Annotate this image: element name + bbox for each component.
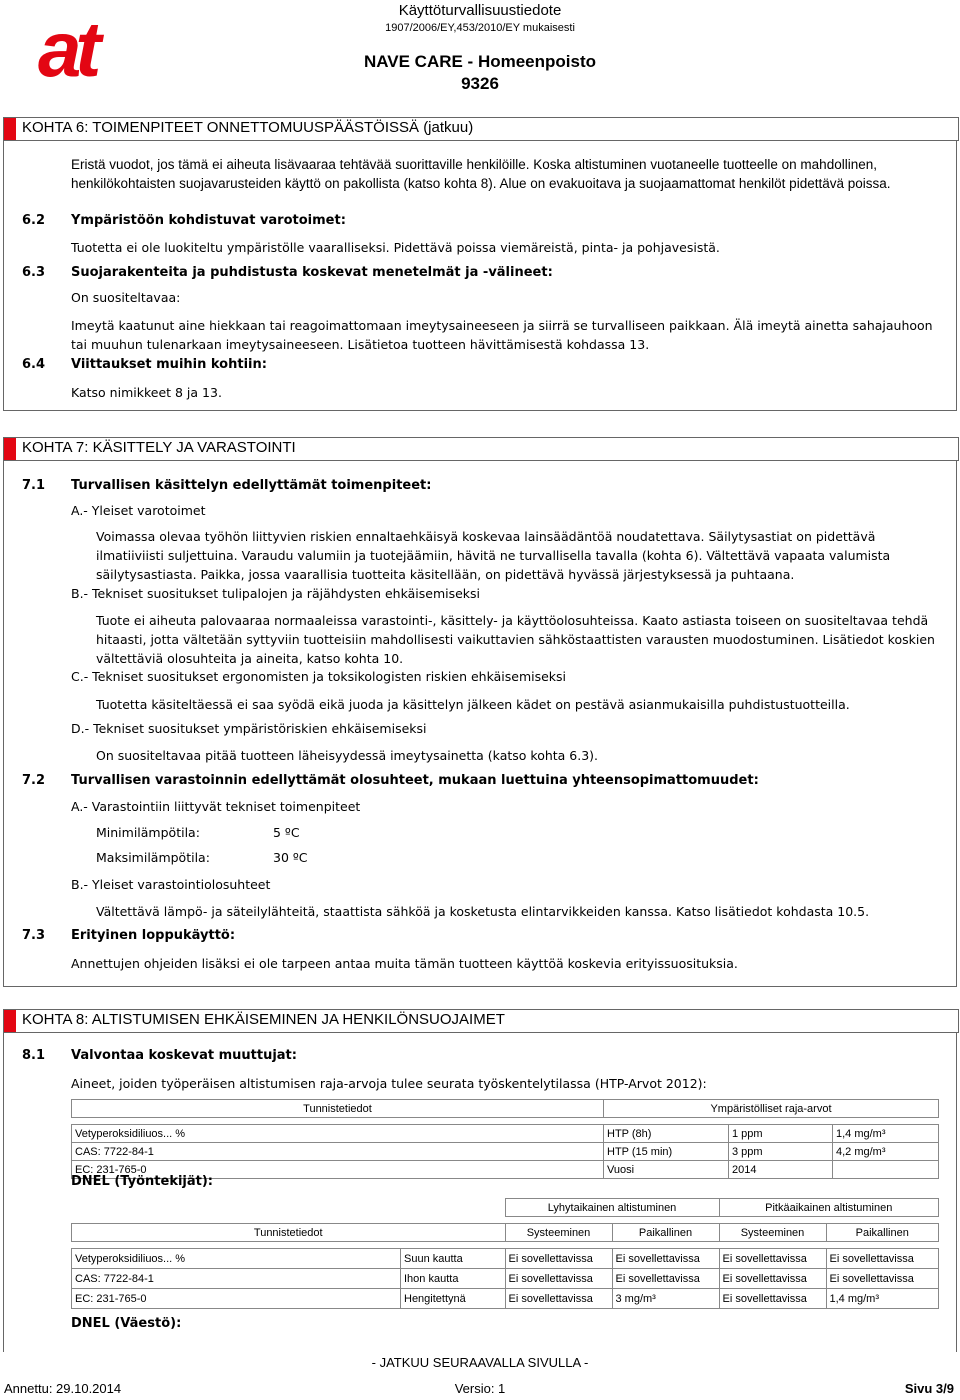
section-8-title: KOHTA 8: ALTISTUMISEN EHKÄISEMINEN JA HENKILÖNSUOJAIMET: [22, 1011, 505, 1028]
subsection-heading: Suojarakenteita ja puhdistusta koskevat menetelmät ja -välineet:: [71, 265, 553, 280]
paragraph: Tuote ei aiheuta palovaaraa normaaleissa varastointi-, käsittely- ja käyttöolosuhteissa. Kaato astiasta toiseen on suositeltavaa tehdä hitaasti, jotta vältetään syttyviin tuotteisiin mahdollisesti vaikuttavien sähköstaattisten varausten muodostuminen. Lisätiedot koskien vältettäviä olosuhteita ja aineita, katso kohta 10.: [96, 613, 935, 666]
limit-type: HTP (8h): [604, 1125, 729, 1143]
table-header: Paikallinen: [826, 1224, 939, 1242]
value-cell: Ei sovellettavissa: [719, 1249, 826, 1269]
right-border: [956, 140, 957, 410]
paragraph: Annettujen ohjeiden lisäksi ei ole tarpeen antaa muita tämän tuotteen käyttöä koskevia erityissuosituksia.: [71, 956, 738, 971]
table-row: [72, 1269, 939, 1289]
subheading: B.- Tekniset suositukset tulipalojen ja räjähdysten ehkäisemiseksi: [71, 586, 481, 601]
product-code: 9326: [461, 74, 499, 93]
identifier-cell: Vetyperoksidiliuos... %: [72, 1249, 401, 1269]
subheading: D.- Tekniset suositukset ympäristöriskien ehkäisemiseksi: [71, 721, 427, 736]
htp-limits-table: [71, 1099, 939, 1179]
paragraph: Voimassa olevaa työhön liittyvien riskien ennaltaehkäisyä koskevaa lainsäädäntöä noudatettava. Säilytysastiat on pidettävä ilmatiiviisti suljettuina. Varaudu valumiin ja tuotejäämiin, hävitä ne turvallisella tavalla (kohta 6). Vältettävä vapaata valumista säilytysastiasta. Paikka, jossa vaarallisia tuotteita käsitellään, on pidettävä hyvässä järjestyksessä ja puhtaana.: [96, 529, 891, 582]
subsection-number: 7.3: [22, 928, 46, 943]
document-title: Käyttöturvallisuustiedote: [398, 2, 562, 19]
regulation-reference: 1907/2006/EY,453/2010/EY mukaisesti: [385, 22, 575, 34]
value-cell: Ei sovellettavissa: [826, 1249, 939, 1269]
table-header: Systeeminen: [719, 1224, 826, 1242]
paragraph: Imeytä kaatunut aine hiekkaan tai reagoimattomaan imeytysaineeseen ja siirrä se turvalliseen paikkaan. Älä imeytä ainetta sahajauhoon tai muuhun tulenarkaan imeytysaineeseen. Lisätietoa tuotteen hävittämisestä kohdassa 13.: [71, 318, 933, 352]
continue-notice: - JATKUU SEURAAVALLA SIVULLA -: [371, 1355, 589, 1370]
subheading: On suositeltavaa:: [71, 290, 181, 305]
identifier-cell: Vetyperoksidiliuos... %: [72, 1125, 604, 1143]
page-number: Sivu 3/9: [904, 1381, 954, 1396]
paragraph: Aineet, joiden työperäisen altistumisen raja-arvoja tulee seurata työskentelytilassa (HTP-Arvot 2012):: [71, 1076, 707, 1091]
product-name: NAVE CARE - Homeenpoisto: [363, 52, 597, 71]
red-marker: [4, 118, 16, 140]
version: Versio: 1: [454, 1381, 506, 1396]
value-cell: Ei sovellettavissa: [719, 1269, 826, 1289]
section-divider: [3, 410, 957, 411]
limit-mg: 1,4 mg/m³: [833, 1125, 939, 1143]
issue-date: Annettu: 29.10.2014: [4, 1381, 122, 1396]
route-cell: Ihon kautta: [401, 1269, 506, 1289]
dnel-workers-title: DNEL (Työntekijät):: [71, 1174, 214, 1189]
section-6-intro: Eristä vuodot, jos tämä ei aiheuta lisävaaraa tehtävää suorittaville henkilöille. Koska altistuminen vuotaneelle tuotteelle on mahdollinen, henkilökohtaisten suojavarusteiden käyttö on pakollista (katso kohta 8). Alue on evakuoitava ja suojaamattomat henkilöt pidettävä poissa.: [71, 157, 891, 191]
identifier-cell: EC: 231-765-0: [72, 1289, 401, 1309]
red-marker: [4, 1010, 16, 1032]
subsection-heading: Erityinen loppukäyttö:: [71, 928, 236, 943]
table-header: Tunnistetiedot: [72, 1100, 604, 1118]
subsection-number: 6.4: [22, 357, 46, 372]
subsection-heading: Ympäristöön kohdistuvat varotoimet:: [71, 213, 346, 228]
subsection-number: 6.2: [22, 213, 46, 228]
section-6-title: KOHTA 6: TOIMENPITEET ONNETTOMUUSPÄÄSTÖISSÄ (jatkuu): [22, 119, 474, 136]
value-cell: 1,4 mg/m³: [826, 1289, 939, 1309]
left-border: [3, 140, 4, 410]
paragraph: Katso nimikkeet 8 ja 13.: [71, 385, 222, 400]
subsection-heading: Valvontaa koskevat muuttujat:: [71, 1048, 297, 1063]
subsection-number: 6.3: [22, 265, 46, 280]
subsection-heading: Viittaukset muihin kohtiin:: [71, 357, 267, 372]
table-row: [72, 1249, 939, 1269]
subsection-heading: Turvallisen varastoinnin edellyttämät olosuhteet, mukaan luettuina yhteensopimattomuudet:: [71, 773, 759, 788]
subsection-number: 7.2: [22, 773, 46, 788]
limit-ppm: 3 ppm: [729, 1143, 833, 1161]
limit-type: Vuosi: [604, 1161, 729, 1179]
value-cell: Ei sovellettavissa: [719, 1289, 826, 1309]
route-cell: Suun kautta: [401, 1249, 506, 1269]
paragraph: Tuotetta ei ole luokiteltu ympäristölle vaaralliseksi. Pidettävä poissa viemäreistä, pinta- ja pohjavesistä.: [71, 240, 720, 255]
dnel-population-title: DNEL (Väestö):: [71, 1316, 182, 1331]
table-header: Lyhytaikainen altistuminen: [505, 1199, 719, 1217]
subsection-number: 7.1: [22, 478, 46, 493]
min-temperature-label: Minimilämpötila:: [96, 825, 200, 840]
limit-ppm: 1 ppm: [729, 1125, 833, 1143]
company-logo: [38, 14, 150, 86]
max-temperature-value: 30 ºC: [273, 850, 308, 865]
table-header: Systeeminen: [505, 1224, 612, 1242]
max-temperature-label: Maksimilämpötila:: [96, 850, 210, 865]
paragraph: Vältettävä lämpö- ja säteilylähteitä, staattista sähköä ja kosketusta elintarvikkeiden kanssa. Katso lisätiedot kohdasta 10.5.: [96, 904, 870, 919]
right-border: [956, 1032, 957, 1352]
subheading: B.- Yleiset varastointiolosuhteet: [71, 877, 271, 892]
limit-mg: 4,2 mg/m³: [833, 1143, 939, 1161]
table-row: [72, 1143, 939, 1161]
section-7-title: KOHTA 7: KÄSITTELY JA VARASTOINTI: [22, 439, 296, 456]
paragraph: Tuotetta käsiteltäessä ei saa syödä eikä juoda ja käsittelyn jälkeen kädet on pestävä asianmukaisilla puhdistustuotteilla.: [96, 697, 850, 712]
logo-lettering: at: [38, 14, 96, 86]
value-cell: Ei sovellettavissa: [612, 1249, 719, 1269]
identifier-cell: EC: 231-765-0: [72, 1161, 604, 1179]
red-marker: [4, 438, 16, 460]
subsection-number: 8.1: [22, 1048, 46, 1063]
identifier-cell: CAS: 7722-84-1: [72, 1269, 401, 1289]
subheading: C.- Tekniset suositukset ergonomisten ja toksikologisten riskien ehkäisemiseksi: [71, 669, 567, 684]
value-cell: Ei sovellettavissa: [505, 1289, 612, 1309]
route-cell: Hengitettynä: [401, 1289, 506, 1309]
subheading: A.- Varastointiin liittyvät tekniset toimenpiteet: [71, 799, 361, 814]
limit-ppm: 2014: [729, 1161, 833, 1179]
value-cell: 3 mg/m³: [612, 1289, 719, 1309]
section-divider: [3, 986, 957, 987]
value-cell: Ei sovellettavissa: [505, 1249, 612, 1269]
table-header: Ympäristölliset raja-arvot: [604, 1100, 939, 1118]
min-temperature-value: 5 ºC: [273, 825, 300, 840]
value-cell: Ei sovellettavissa: [612, 1269, 719, 1289]
subheading: A.- Yleiset varotoimet: [71, 503, 206, 518]
table-row: [72, 1125, 939, 1143]
right-border: [956, 460, 957, 986]
table-header: Tunnistetiedot: [72, 1224, 506, 1242]
subsection-heading: Turvallisen käsittelyn edellyttämät toimenpiteet:: [71, 478, 432, 493]
left-border: [3, 460, 4, 986]
identifier-cell: CAS: 7722-84-1: [72, 1143, 604, 1161]
limit-type: HTP (15 min): [604, 1143, 729, 1161]
value-cell: Ei sovellettavissa: [826, 1269, 939, 1289]
table-header: Pitkäaikainen altistuminen: [719, 1199, 939, 1217]
value-cell: Ei sovellettavissa: [505, 1269, 612, 1289]
table-row: [72, 1289, 939, 1309]
dnel-workers-table: [71, 1198, 939, 1309]
left-border: [3, 1032, 4, 1352]
table-header: Paikallinen: [612, 1224, 719, 1242]
limit-mg: [833, 1161, 939, 1179]
paragraph: On suositeltavaa pitää tuotteen läheisyydessä imeytysainetta (katso kohta 6.3).: [96, 748, 599, 763]
